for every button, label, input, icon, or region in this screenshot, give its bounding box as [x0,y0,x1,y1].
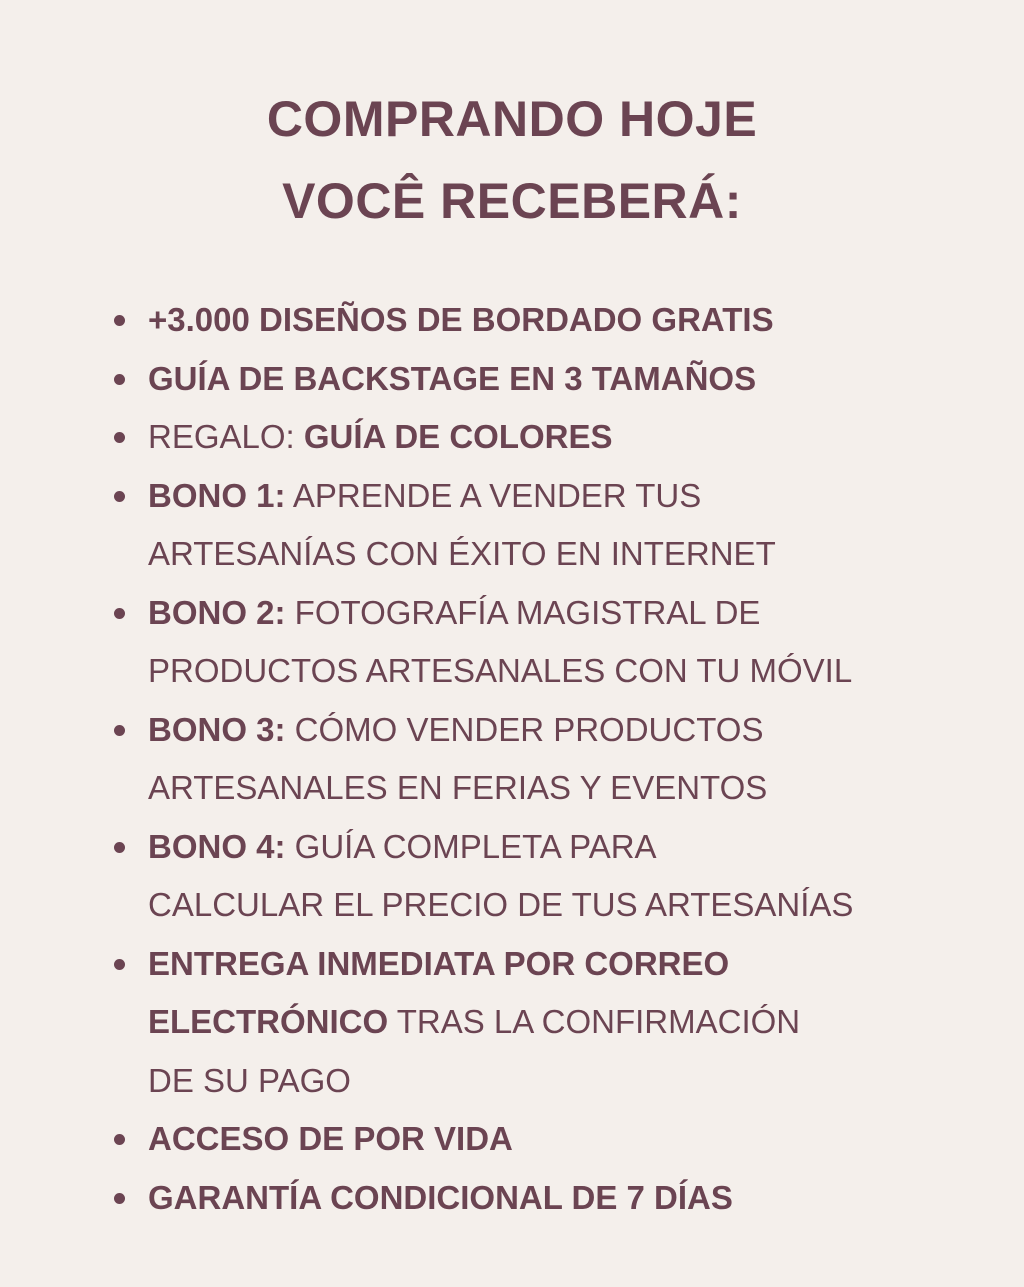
benefit-text-regular: REGALO: [148,418,304,455]
benefit-text-regular: APRENDE A VENDER TUS [285,476,702,514]
list-item [110,1110,940,1169]
benefit-text-bold: BONO 4: [148,827,286,865]
benefit-text-bold: BONO 3: [148,710,286,748]
benefit-line [148,584,940,643]
bullet-icon [114,725,125,736]
bullet-icon [114,608,125,619]
benefit-text-regular: CÓMO VENDER PRODUCTOS [285,710,764,748]
list-item [110,1169,940,1228]
title-line-1: COMPRANDO HOJE [266,91,758,147]
benefit-text-bold: +3.000 DISEÑOS DE BORDADO GRATIS [148,301,774,338]
benefit-text-bold: BONO 1: [148,476,286,514]
benefit-text-bold: GUÍA DE BACKSTAGE EN 3 TAMAÑOS [148,359,757,397]
benefit-line [148,818,940,877]
bullet-icon [114,1193,125,1204]
benefit-text-regular: ARTESANÍAS CON ÉXITO EN INTERNET [148,535,776,572]
list-item [110,818,940,935]
benefit-text-regular: DE SU PAGO [148,1061,351,1099]
title-line-2: VOCÊ RECEBERÁ: [282,173,742,229]
bullet-icon [114,842,125,853]
list-item [110,935,940,1111]
bullet-icon [114,959,125,970]
benefit-text-bold: ACCESO DE POR VIDA [148,1120,513,1157]
bullet-icon [114,432,125,443]
bullet-icon [114,491,125,502]
benefit-text-regular: CALCULAR EL PRECIO DE TUS ARTESANÍAS [148,886,854,923]
benefit-text-bold: ENTREGA INMEDIATA POR CORREO [148,944,730,982]
benefit-line [148,701,940,760]
list-item [110,291,940,350]
benefit-text-regular: FOTOGRAFÍA MAGISTRAL DE [285,593,761,631]
list-item [110,408,940,467]
benefit-line [148,467,940,526]
bullet-icon [114,374,125,385]
page-title [0,78,1024,242]
benefit-text-bold: ELECTRÓNICO [148,1003,389,1040]
bullet-icon [114,1134,125,1145]
benefit-text-bold: GARANTÍA CONDICIONAL DE 7 DÍAS [148,1178,733,1216]
benefit-text-regular: PRODUCTOS ARTESANALES CON TU MÓVIL [148,652,853,689]
list-item [110,350,940,409]
benefit-text-regular: ARTESANALES EN FERIAS Y EVENTOS [148,769,768,806]
benefit-text-regular: GUÍA COMPLETA PARA [285,827,657,865]
list-item [110,701,940,818]
benefit-text-bold: GUÍA DE COLORES [303,418,613,455]
benefit-text-regular: TRAS LA CONFIRMACIÓN [388,1003,801,1040]
benefit-text-bold: BONO 2: [148,593,286,631]
list-item [110,584,940,701]
list-item [110,467,940,584]
benefit-line [148,993,940,1052]
benefits-list [110,291,940,1227]
bullet-icon [114,315,125,326]
